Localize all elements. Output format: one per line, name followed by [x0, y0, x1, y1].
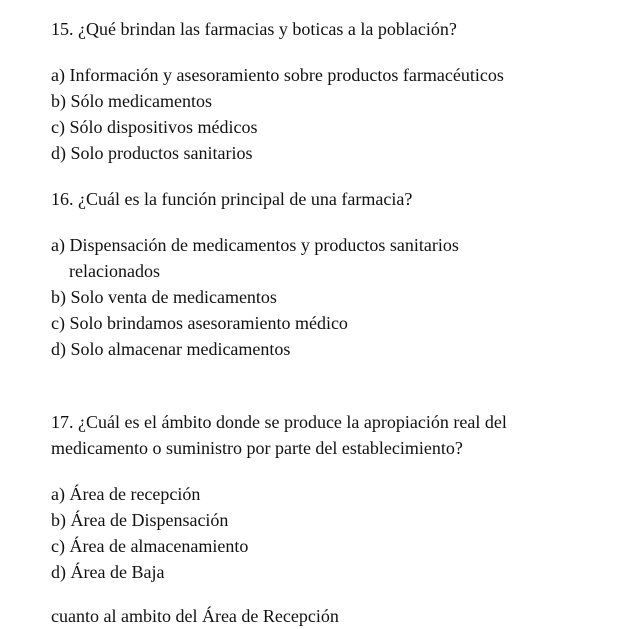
question-17-option-c: c) Área de almacenamiento [51, 536, 249, 556]
question-15-prompt: 15. ¿Qué brindan las farmacias y boticas a la población? [51, 19, 457, 39]
question-15-option-c: c) Sólo dispositivos médicos [51, 117, 258, 137]
question-17-prompt-line-2: medicamento o suministro por parte del establecimiento? [51, 438, 463, 458]
question-15-option-b: b) Sólo medicamentos [51, 91, 212, 111]
question-16-prompt: 16. ¿Cuál es la función principal de una farmacia? [51, 189, 413, 209]
question-16-option-d: d) Solo almacenar medicamentos [51, 339, 291, 359]
cut-off-text-line [51, 597, 571, 626]
question-16-option-c: c) Solo brindamos asesoramiento médico [51, 313, 348, 333]
question-16-option-a-continuation: relacionados [69, 261, 160, 281]
question-17-option-a: a) Área de recepción [51, 484, 201, 504]
question-15-option-a: a) Información y asesoramiento sobre productos farmacéuticos [51, 65, 504, 85]
question-17-prompt-line-1: 17. ¿Cuál es el ámbito donde se produce la apropiación real del [51, 412, 507, 432]
cut-off-text: cuanto al ambito del Área de Recepción [51, 606, 339, 626]
question-16-option-b: b) Solo venta de medicamentos [51, 287, 277, 307]
question-17-option-b: b) Área de Dispensación [51, 510, 229, 530]
question-16-option-a: a) Dispensación de medicamentos y productos sanitarios [51, 235, 459, 255]
question-15-option-d: d) Solo productos sanitarios [51, 143, 253, 163]
question-17-option-d: d) Área de Baja [51, 562, 165, 582]
